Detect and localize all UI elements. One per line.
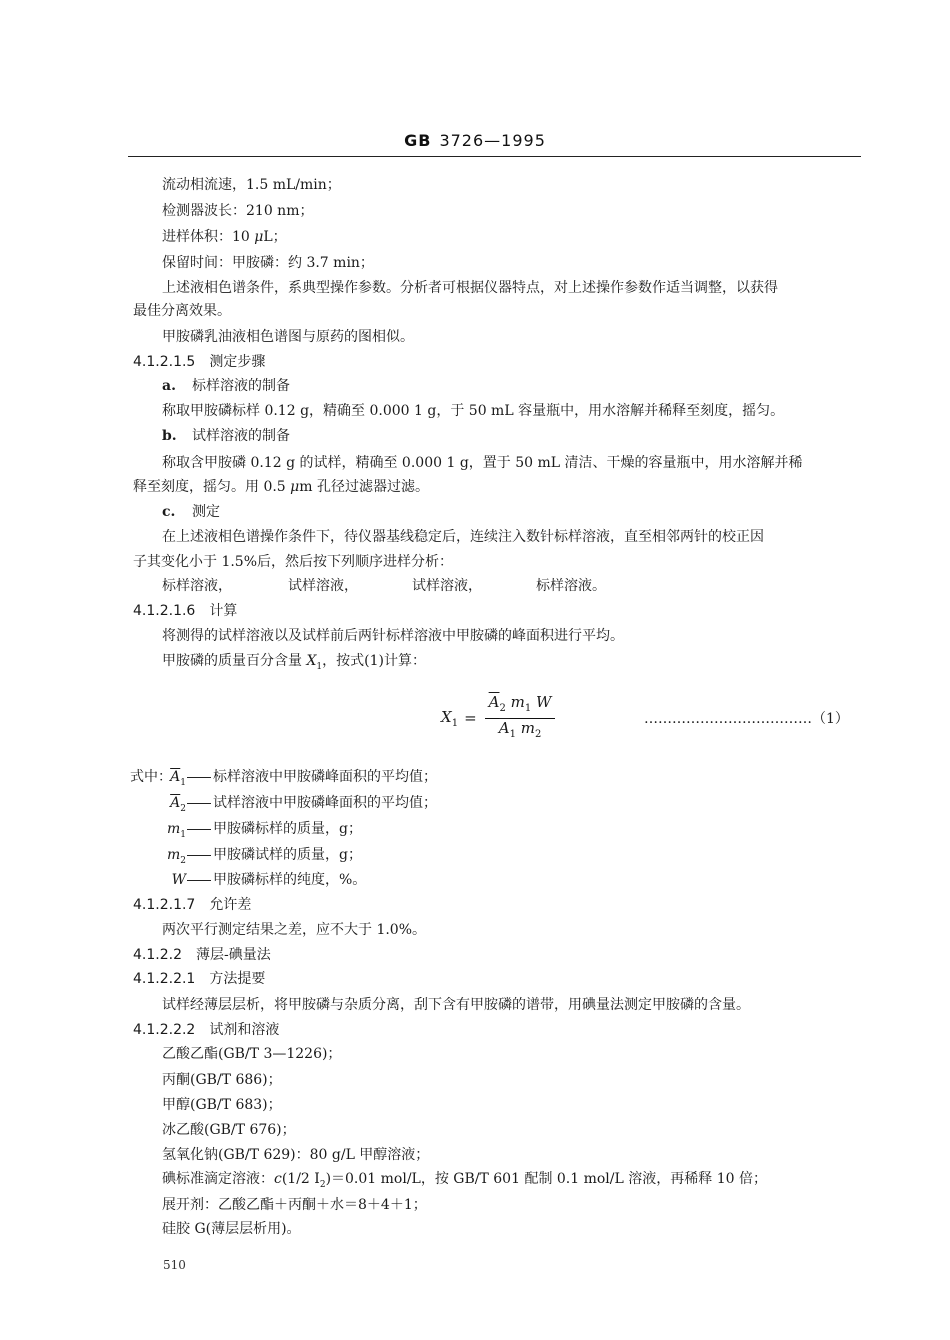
section-4-1-2-2-heading: 4.1.2.2 薄层-碘量法 xyxy=(133,947,271,963)
sequence-item: 试样溶液， xyxy=(412,578,482,594)
item-a-text: 称取甲胺磷标样 0.12 g，精确至 0.000 1 g，于 50 mL 容量瓶中，用水溶解并稀释至刻度，摇匀。 xyxy=(162,403,785,419)
injection-sequence xyxy=(162,576,606,596)
where-item: $\overline{A}_2$ 试样溶液中甲胺磷峰面积的平均值； xyxy=(170,795,437,814)
formula-equals: = xyxy=(464,709,477,727)
reagent-item: 冰乙酸(GB/T 676)； xyxy=(162,1122,296,1138)
reagent-item: 展开剂：乙酸乙酯＋丙酮＋水＝8＋4＋1； xyxy=(162,1197,427,1213)
page-number: 510 xyxy=(163,1258,186,1272)
item-a-heading: a. 标样溶液的制备 xyxy=(162,378,290,394)
conditions-para-line2: 最佳分离效果。 xyxy=(133,303,231,319)
retention-time-line: 保留时间：甲胺磷：约 3.7 min； xyxy=(162,255,374,271)
reagent-item: 硅胶 G(薄层层析用)。 xyxy=(162,1221,301,1237)
detector-line: 检测器波长：210 nm； xyxy=(162,203,314,219)
where-intro: 式中： xyxy=(130,769,172,785)
standard-prefix: GB xyxy=(404,131,432,150)
reagent-item: 氢氧化钠(GB/T 629)：80 g/L 甲醇溶液； xyxy=(162,1147,430,1163)
section-4-1-2-1-6-heading: 4.1.2.1.6 计算 xyxy=(133,603,238,619)
injection-volume-line: 进样体积：10 μL； xyxy=(162,229,287,245)
standard-code: 3726—1995 xyxy=(439,131,546,150)
section-4-1-2-1-7-heading: 4.1.2.1.7 允许差 xyxy=(133,897,252,913)
item-b-heading: b. 试样溶液的制备 xyxy=(162,428,290,444)
method-summary-text: 试样经薄层层析，将甲胺磷与杂质分离，刮下含有甲胺磷的谱带，用碘量法测定甲胺磷的含量。 xyxy=(162,997,750,1013)
item-b-text-line2: 释至刻度，摇匀。用 0.5 μm 孔径过滤器过滤。 xyxy=(133,479,430,495)
reagent-item: 碘标准滴定溶液：c(1/2 $I_2)=0.01$ mol/L，按 GB/T 601 配制 0.1 mol/L 溶液，再稀释 10 倍； xyxy=(162,1171,767,1190)
section-4-1-2-2-2-heading: 4.1.2.2.2 试剂和溶液 xyxy=(133,1022,280,1038)
sequence-item: 试样溶液， xyxy=(288,578,358,594)
formula-lhs: $X_1$ xyxy=(441,707,459,729)
page-header xyxy=(0,131,950,150)
calculation-text-line1: 将测得的试样溶液以及试样前后两针标样溶液中甲胺磷的峰面积进行平均。 xyxy=(162,628,624,644)
formula-denominator: $\overline{A}_1$ $m_2$ xyxy=(498,718,542,740)
where-item: $\overline{A}_1$ 标样溶液中甲胺磷峰面积的平均值； xyxy=(170,769,437,788)
where-item: $m_1$ 甲胺磷标样的质量，g； xyxy=(166,821,362,840)
item-c-text-line2: 子其变化小于 1.5%后，然后按下列顺序进样分析： xyxy=(133,554,454,570)
reagent-item: 丙酮(GB/T 686)； xyxy=(162,1072,282,1088)
equation-number: ………………………………（1） xyxy=(644,711,849,727)
where-item: W 甲胺磷标样的纯度，%。 xyxy=(171,872,367,888)
sequence-item: 标样溶液， xyxy=(162,578,232,594)
formula-1 xyxy=(441,692,555,740)
item-b-text-line1: 称取含甲胺磷 0.12 g 的试样，精确至 0.000 1 g，置于 50 mL 清洁、干燥的容量瓶中，用水溶解并稀 xyxy=(162,455,803,471)
calculation-text-line2: 甲胺磷的质量百分含量 $X_1$，按式(1)计算： xyxy=(162,653,426,672)
header-rule xyxy=(128,156,861,157)
formula-numerator: $\overline{A}_2$ $m_1$ W xyxy=(488,692,552,714)
reagent-item: 乙酸乙酯(GB/T 3—1226)； xyxy=(162,1046,342,1062)
conditions-para-line1: 上述液相色谱条件，系典型操作参数。分析者可根据仪器特点，对上述操作参数作适当调整，以获得 xyxy=(162,280,778,296)
sequence-item: 标样溶液。 xyxy=(536,578,606,594)
reagent-item: 甲醇(GB/T 683)； xyxy=(162,1097,282,1113)
formula-fraction xyxy=(485,693,556,744)
section-4-1-2-1-5-heading: 4.1.2.1.5 测定步骤 xyxy=(133,354,266,370)
where-item: $m_2$ 甲胺磷试样的质量，g； xyxy=(166,847,362,866)
emulsion-note: 甲胺磷乳油液相色谱图与原药的图相似。 xyxy=(162,329,414,345)
tolerance-text: 两次平行测定结果之差，应不大于 1.0%。 xyxy=(162,922,427,938)
flow-rate-line: 流动相流速，1.5 mL/min； xyxy=(162,177,341,193)
section-4-1-2-2-1-heading: 4.1.2.2.1 方法提要 xyxy=(133,971,266,987)
item-c-heading: c. 测定 xyxy=(162,504,220,520)
item-c-text-line1: 在上述液相色谱操作条件下，待仪器基线稳定后，连续注入数针标样溶液，直至相邻两针的校正因 xyxy=(162,529,764,545)
